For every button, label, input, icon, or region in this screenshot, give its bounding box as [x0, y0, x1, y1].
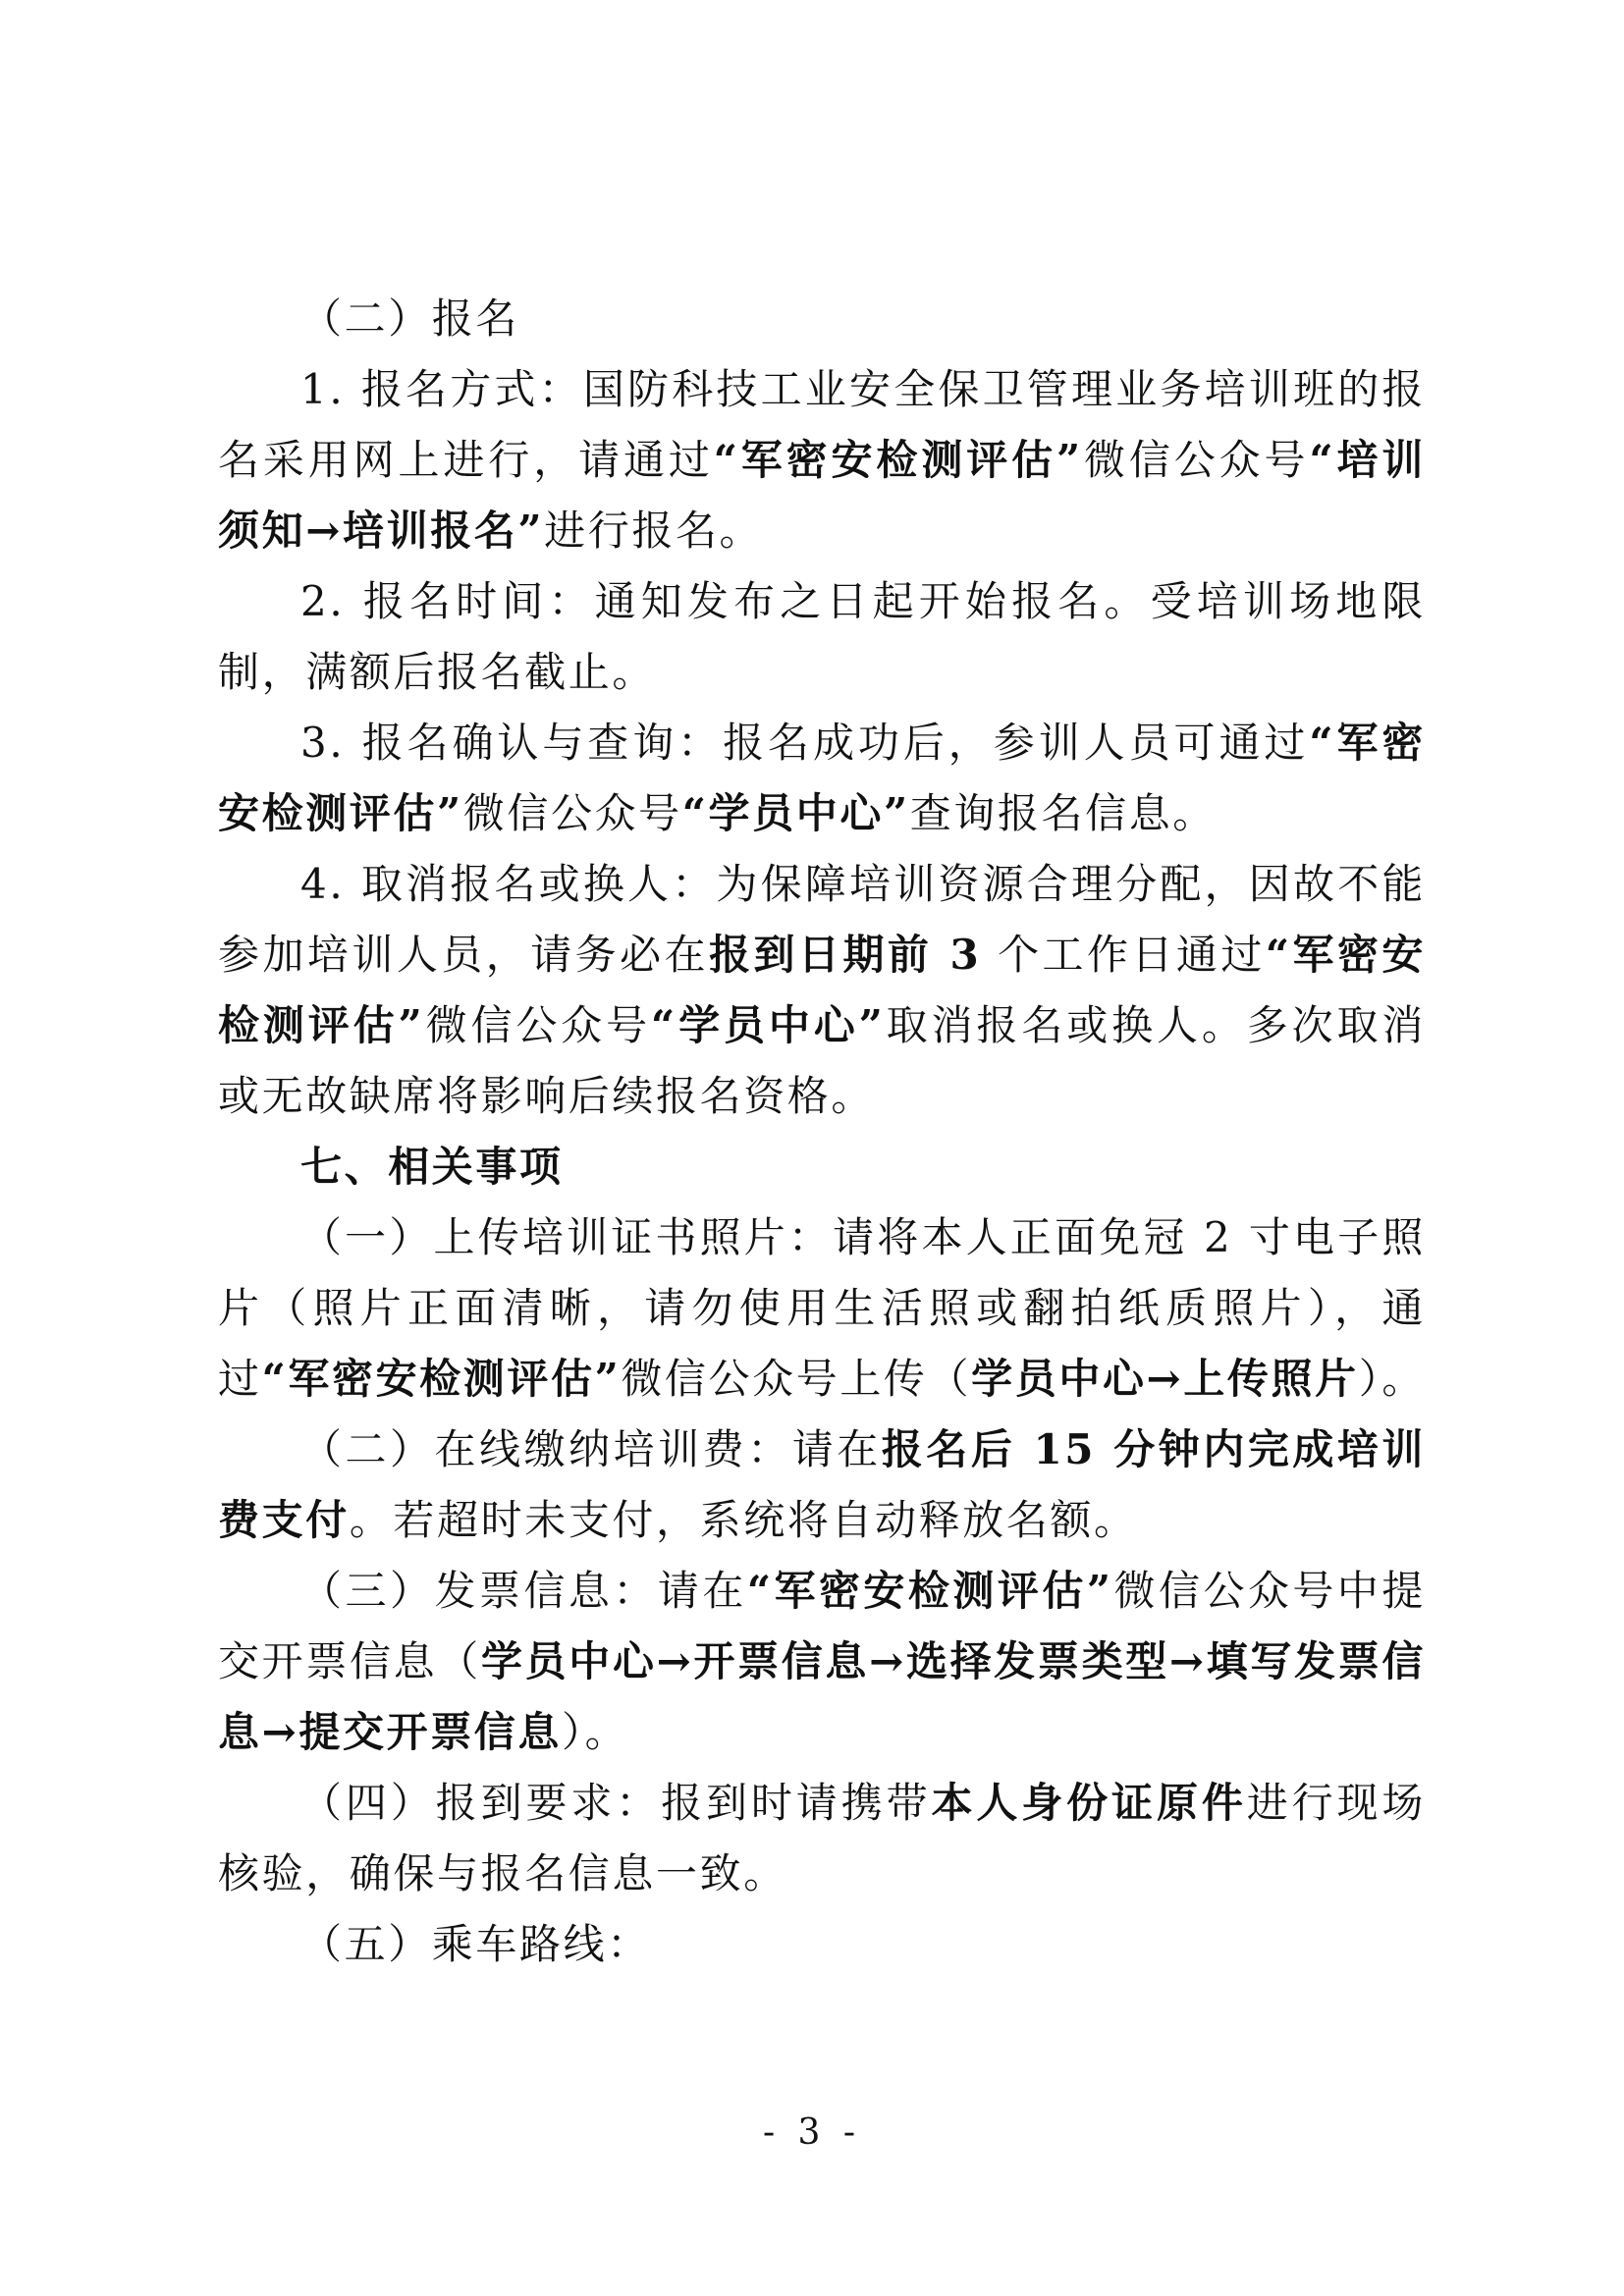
paragraph-online-payment [218, 1415, 1426, 1556]
bold-segment: 学员中心→开票信息→选择发票类型→填写发票信息→提交开票信息 [218, 1637, 1426, 1756]
section-heading-related-matters [218, 1132, 1426, 1202]
text-segment: 3. 报名确认与查询：报名成功后，参训人员可通过 [300, 719, 1310, 767]
text-segment: 进行现场核验，确保与报名信息一致。 [218, 1779, 1427, 1897]
text-segment: （一）上传培训证书照片：请将本人正面免冠 2 寸电子照片（照片正面清晰，请勿使用生活照或翻拍纸质照片），通过 [218, 1213, 1426, 1403]
text-segment: （二）报名 [300, 294, 520, 343]
paragraph-registration-method [218, 354, 1426, 566]
bold-segment: 本人身份证原件 [931, 1779, 1247, 1827]
text-segment: 4. 取消报名或换人：为保障培训资源合理分配，因故不能参加培训人员，请务必在 [218, 860, 1426, 979]
text-segment: （二）在线缴纳培训费：请在 [300, 1425, 882, 1473]
text-segment: （三）发票信息：请在 [300, 1567, 747, 1615]
bold-segment: “军密安检测评估” [218, 931, 1426, 1049]
text-segment: 个工作日通过 [981, 931, 1266, 979]
text-segment: 查询报名信息。 [909, 789, 1217, 837]
paragraph-registration-time [218, 566, 1426, 708]
text-segment: 微信公众号 [1082, 436, 1310, 484]
bold-segment: “培训须知→培训报名” [218, 436, 1426, 555]
bold-segment: “学员中心” [681, 789, 910, 837]
paragraph-upload-photo [218, 1202, 1426, 1415]
bold-segment: “军密安检测评估” [261, 1355, 622, 1403]
text-segment: 1. 报名方式：国防科技工业安全保卫管理业务培训班的报名采用网上进行，请通过 [218, 365, 1426, 484]
text-segment: （四）报到要求：报到时请携带 [300, 1779, 932, 1827]
page-number: - 3 - [762, 2112, 862, 2153]
paragraph-transport-route [218, 1909, 1426, 1980]
text-segment: 。若超时未支付，系统将自动释放名额。 [349, 1496, 1138, 1544]
paragraph-cancel-registration [218, 849, 1426, 1132]
bold-segment: “学员中心” [651, 1001, 886, 1049]
text-segment: 取消报名或换人。多次取消或无故缺席将影响后续报名资格。 [218, 1001, 1426, 1120]
paragraph-check-in-requirements [218, 1768, 1426, 1909]
text-segment: ）。 [1358, 1355, 1426, 1403]
paragraph-registration-confirmation [218, 708, 1426, 849]
bold-segment: “军密安检测评估” [713, 436, 1083, 484]
bold-segment: “军密安检测评估” [218, 719, 1426, 837]
bold-segment: 报到日期前 3 [709, 931, 982, 979]
subheading-registration [218, 284, 1426, 354]
bold-segment: 学员中心→上传照片 [971, 1355, 1359, 1403]
paragraph-invoice-info [218, 1556, 1426, 1768]
text-segment: 2. 报名时间：通知发布之日起开始报名。受培训场地限制，满额后报名截止。 [218, 577, 1426, 696]
text-segment: （五）乘车路线： [300, 1920, 651, 1968]
text-segment: 进行报名。 [544, 507, 764, 555]
text-segment: 微信公众号 [462, 789, 682, 837]
bold-segment: 报名后 15 分钟内完成培训费支付 [218, 1425, 1426, 1544]
bold-segment: “军密安检测评估” [746, 1567, 1113, 1615]
text-segment: 微信公众号 [424, 1001, 652, 1049]
heading-text: 七、相关事项 [300, 1143, 564, 1191]
document-body [218, 284, 1426, 1980]
text-segment: 微信公众号上传（ [621, 1355, 972, 1403]
text-segment: 微信公众号中提交开票信息（ [218, 1567, 1426, 1685]
text-segment: ）。 [562, 1708, 629, 1756]
